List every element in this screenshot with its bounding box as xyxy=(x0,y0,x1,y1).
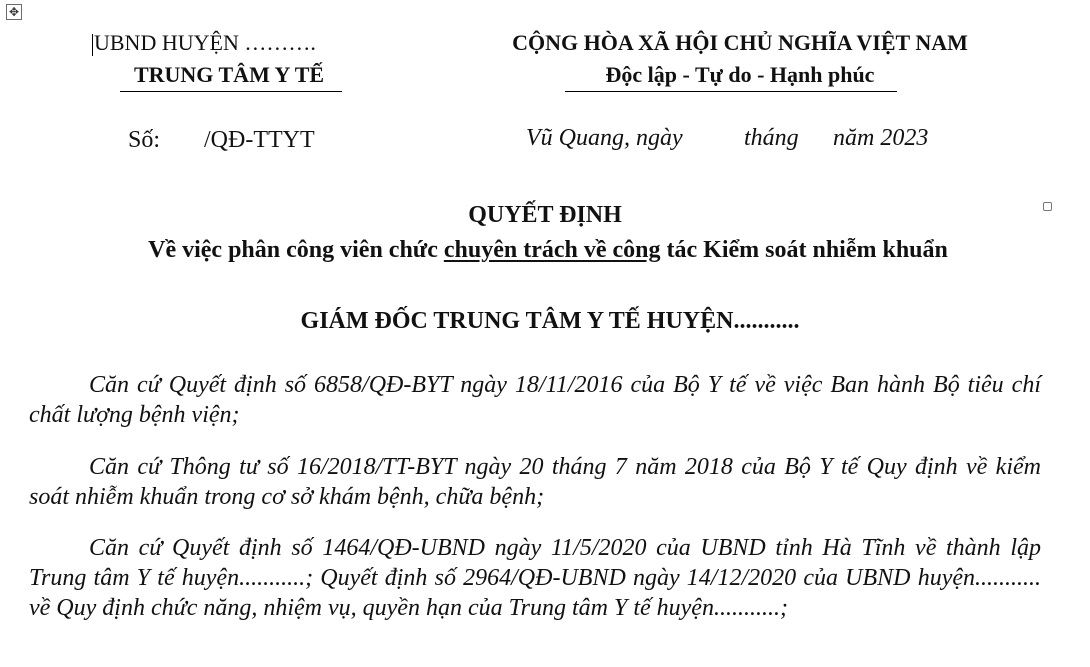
table-move-handle-icon[interactable]: ✥ xyxy=(6,4,22,20)
issuing-authority: GIÁM ĐỐC TRUNG TÂM Y TẾ HUYỆN........... xyxy=(300,308,800,334)
date-month: tháng xyxy=(744,125,799,151)
paragraph-text: Căn cứ Quyết định số 1464/QĐ-UBND ngày 11/5/2020 của UBND tỉnh Hà Tĩnh về thành lập Trung tâm Y tế huyện...........; Quyết định số 2964/QĐ-UBND ngày 14/12/2020 của UBND huyện........... về Quy định chức năng, nhiệm vụ, quyền hạn của Trung tâm Y tế huyện...........; xyxy=(29,535,1041,621)
document-subject xyxy=(0,237,1090,264)
national-motto-underline xyxy=(565,91,897,92)
center-name: TRUNG TÂM Y TẾ xyxy=(133,62,325,87)
paragraph-text: Căn cứ Thông tư số 16/2018/TT-BYT ngày 20 tháng 7 năm 2018 của Bộ Y tế Quy định về kiểm soát nhiễm khuẩn trong cơ sở khám bệnh, chữa bệnh; xyxy=(29,454,1041,510)
number-label: Số: xyxy=(128,127,161,153)
agency-name: UBND HUYỆN ………. xyxy=(94,30,316,55)
subject-text-1: Về việc phân công viên chức xyxy=(148,237,444,263)
date-year: năm 2023 xyxy=(833,125,929,151)
paragraph-text: Căn cứ Quyết định số 6858/QĐ-BYT ngày 18/11/2016 của Bộ Y tế về việc Ban hành Bộ tiêu chí chất lượng bệnh viện; xyxy=(29,372,1041,428)
legal-basis-paragraph xyxy=(29,370,1041,430)
subject-text-underlined: chuyên trách về công xyxy=(443,237,661,263)
center-name-underline xyxy=(120,91,342,92)
legal-basis-paragraph xyxy=(29,533,1041,623)
number-code: /QĐ-TTYT xyxy=(204,127,315,153)
national-motto: Độc lập - Tự do - Hạnh phúc xyxy=(605,62,875,87)
document-title: QUYẾT ĐỊNH xyxy=(468,202,622,228)
legal-basis-paragraph xyxy=(29,452,1041,512)
national-title: CỘNG HÒA XÃ HỘI CHỦ NGHĨA VIỆT NAM xyxy=(512,30,968,55)
subject-text-2: tác Kiểm soát nhiễm khuẩn xyxy=(660,237,948,263)
place-date: Vũ Quang, ngày xyxy=(526,125,683,151)
